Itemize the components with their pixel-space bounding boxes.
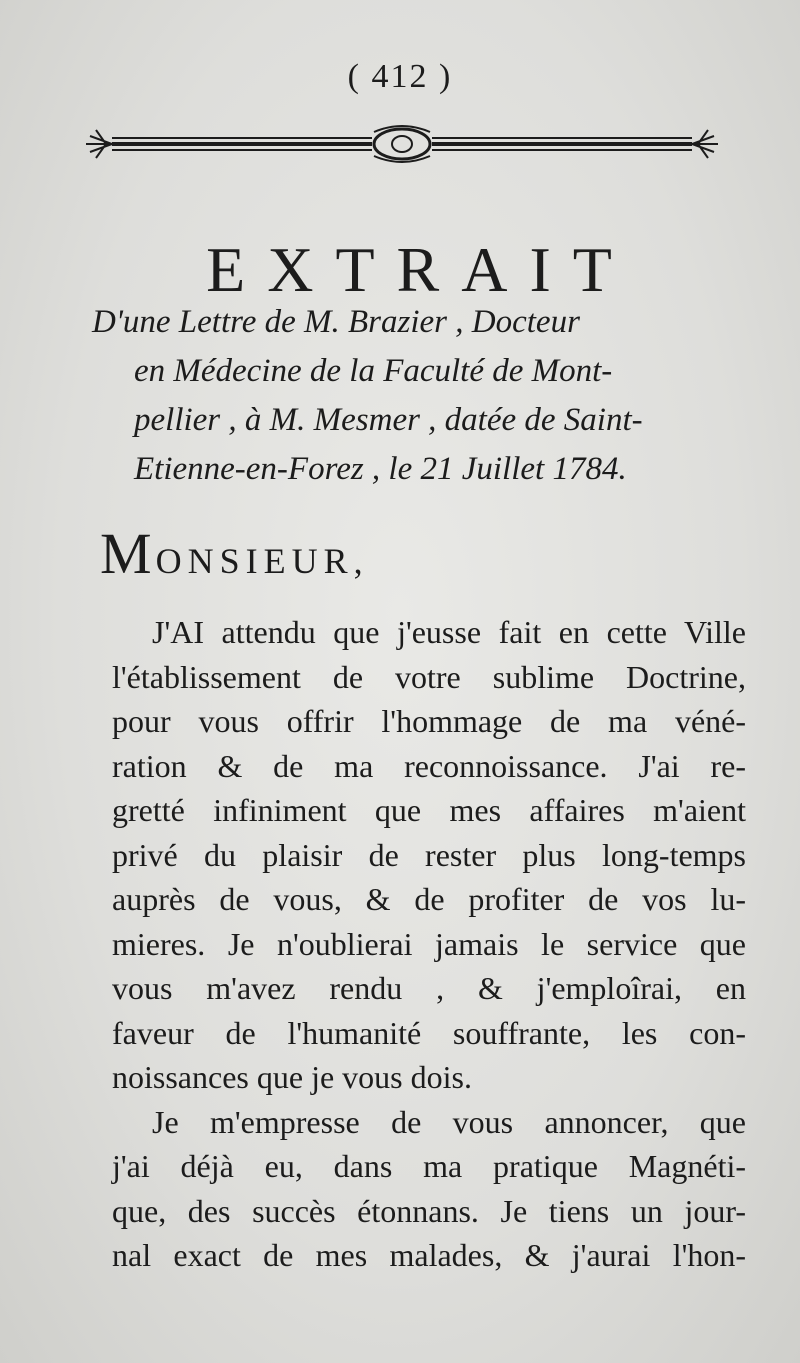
page-title: EXTRAIT bbox=[206, 233, 634, 305]
body-line: j'ai déjà eu, dans ma pratique Magnéti- bbox=[112, 1148, 746, 1184]
subtitle-line: Etienne-en-Forez , le 21 Juillet 1784. bbox=[134, 451, 627, 487]
salutation bbox=[100, 520, 369, 587]
subtitle-line: pellier , à M. Mesmer , datée de Saint- bbox=[134, 402, 643, 438]
body-line: ration & de ma reconnoissance. J'ai re- bbox=[112, 747, 746, 784]
body-line: noissances que je vous dois. bbox=[112, 1059, 472, 1095]
body-line: l'établissement de votre sublime Doctrine, bbox=[112, 658, 746, 695]
letter-body bbox=[112, 610, 746, 1278]
salutation-initial: M bbox=[100, 521, 156, 586]
body-line: mieres. Je n'oublierai jamais le service que bbox=[112, 925, 746, 962]
body-line: vous m'avez rendu , & j'emploîrai, en bbox=[112, 970, 746, 1006]
body-line: pour vous offrir l'hommage de ma véné- bbox=[112, 703, 746, 739]
body-line: Je m'empresse de vous annoncer, que bbox=[152, 1103, 746, 1140]
body-line: faveur de l'humanité souffrante, les con- bbox=[112, 1014, 746, 1051]
salutation-rest: ONSIEUR, bbox=[155, 541, 369, 581]
subtitle-line: en Médecine de la Faculté de Mont- bbox=[134, 353, 613, 389]
body-line: nal exact de mes malades, & j'aurai l'hon- bbox=[112, 1237, 746, 1273]
body-line: gretté infiniment que mes affaires m'aient bbox=[112, 792, 746, 828]
body-line: que, des succès étonnans. Je tiens un jour- bbox=[112, 1192, 746, 1229]
letter-subtitle bbox=[92, 298, 732, 494]
page-number: ( 412 ) bbox=[347, 58, 453, 95]
subtitle-line: D'une Lettre de M. Brazier , Docteur bbox=[92, 304, 580, 340]
ornamental-rule bbox=[82, 118, 722, 168]
body-line: J'AI attendu que j'eusse fait en cette Ville bbox=[152, 614, 746, 650]
body-line: auprès de vous, & de profiter de vos lu- bbox=[112, 881, 746, 917]
body-line: privé du plaisir de rester plus long-temps bbox=[112, 836, 746, 873]
